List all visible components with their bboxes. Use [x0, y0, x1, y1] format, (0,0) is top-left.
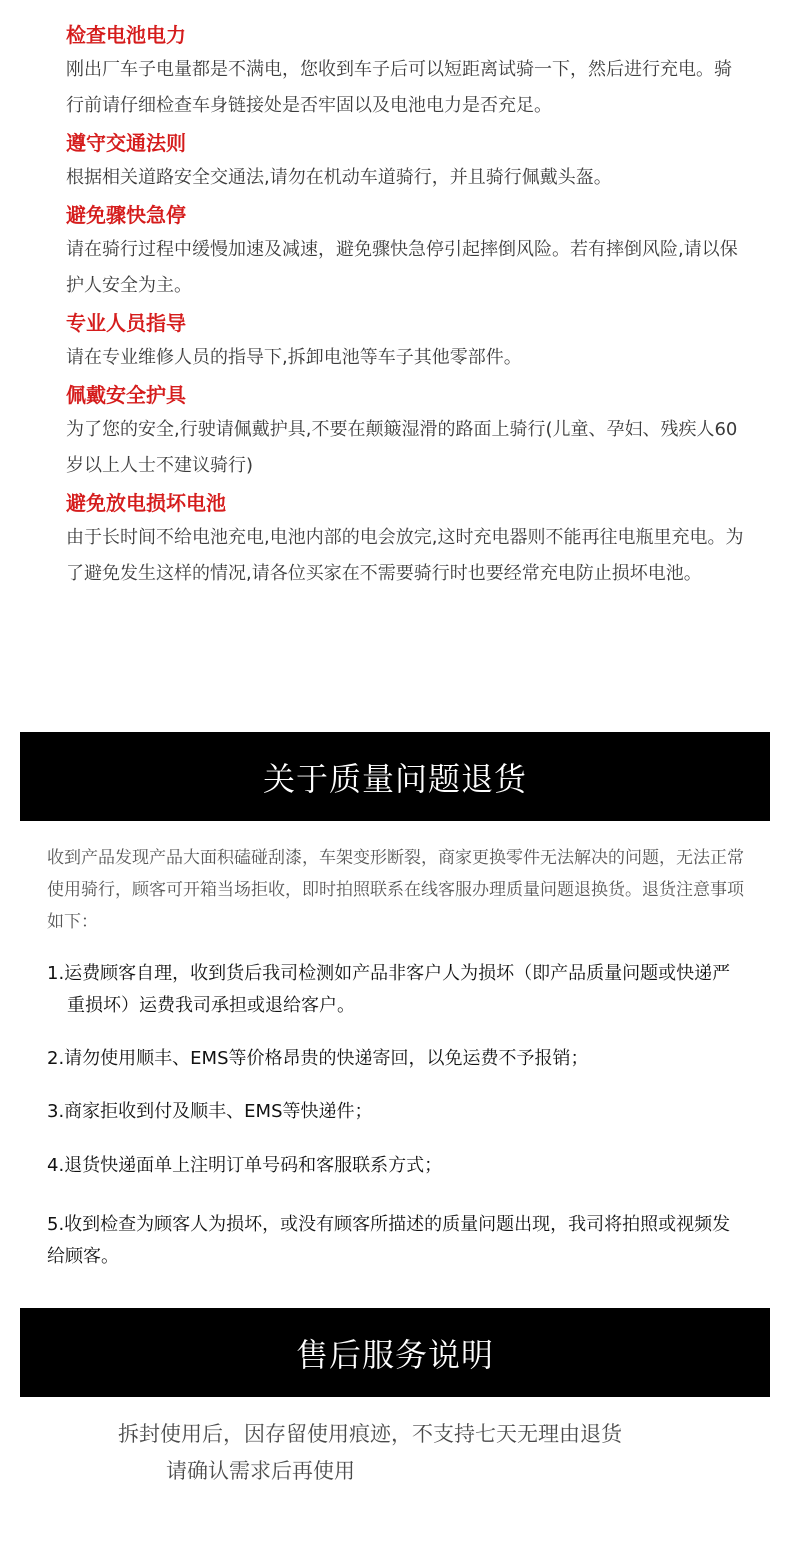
- safety-item-battery: [66, 20, 746, 124]
- safety-item-body: 请在专业维修人员的指导下,拆卸电池等车子其他零部件。: [66, 347, 522, 368]
- after-sales-line: 拆封使用后，因存留使用痕迹，不支持七天无理由退货: [118, 1422, 622, 1446]
- safety-item-discharge: [66, 488, 746, 592]
- safety-item-body: 由于长时间不给电池充电,电池内部的电会放完,这时充电器则不能再往电瓶里充电。为了避免发生这样的情况,请各位买家在不需要骑行时也要经常充电防止损坏电池。: [66, 527, 744, 584]
- safety-item-body: 根据相关道路安全交通法,请勿在机动车道骑行，并且骑行佩戴头盔。: [66, 167, 612, 188]
- safety-item-title: 检查电池电力: [66, 23, 186, 47]
- return-rule: 3.商家拒收到付及顺丰、EMS等快递件；: [47, 1101, 373, 1122]
- return-rule: 4.退货快递面单上注明订单号码和客服联系方式；: [47, 1155, 443, 1176]
- safety-item-title: 避免放电损坏电池: [66, 491, 226, 515]
- quality-returns-banner: [20, 732, 770, 821]
- return-rule: 2.请勿使用顺丰、EMS等价格昂贵的快递寄回，以免运费不予报销；: [47, 1048, 589, 1069]
- quality-returns-intro: 收到产品发现产品大面积磕碰刮漆，车架变形断裂，商家更换零件无法解决的问题，无法正常使用骑行，顾客可开箱当场拒收，即时拍照联系在线客服办理质量问题退换货。退货注意事项如下：: [47, 848, 744, 932]
- safety-item-body: 请在骑行过程中缓慢加速及减速，避免骤快急停引起摔倒风险。若有摔倒风险,请以保护人安全为主。: [66, 239, 738, 296]
- after-sales-notice: [0, 1416, 790, 1490]
- safety-item-braking: [66, 200, 746, 304]
- after-sales-banner: [20, 1308, 770, 1397]
- after-sales-line: 请确认需求后再使用: [166, 1459, 355, 1483]
- safety-item-body: 为了您的安全,行驶请佩戴护具,不要在颠簸湿滑的路面上骑行(儿童、孕妇、残疾人60岁以上人士不建议骑行): [66, 419, 738, 476]
- return-rule: 5.收到检查为顾客人为损坏，或没有顾客所描述的质量问题出现，我司将拍照或视频发给顾客。: [47, 1214, 731, 1267]
- return-rule: 1.运费顾客自理，收到货后我司检测如产品非客户人为损坏（即产品质量问题或快递严重损坏）运费我司承担或退给客户。: [47, 963, 731, 1016]
- safety-item-body: 刚出厂车子电量都是不满电，您收到车子后可以短距离试骑一下，然后进行充电。骑行前请仔细检查车身链接处是否牢固以及电池电力是否充足。: [66, 59, 732, 116]
- safety-item-gear: [66, 380, 746, 484]
- after-sales-heading: 售后服务说明: [295, 1335, 494, 1374]
- safety-item-traffic: [66, 128, 746, 196]
- quality-returns-heading: 关于质量问题退货: [262, 759, 527, 798]
- safety-item-professional: [66, 308, 746, 376]
- safety-item-title: 遵守交通法则: [66, 131, 186, 155]
- safety-item-title: 佩戴安全护具: [66, 383, 186, 407]
- safety-tips-section: [66, 20, 746, 596]
- return-rules-list: [47, 958, 747, 1273]
- safety-item-title: 避免骤快急停: [66, 203, 186, 227]
- safety-item-title: 专业人员指导: [66, 311, 186, 335]
